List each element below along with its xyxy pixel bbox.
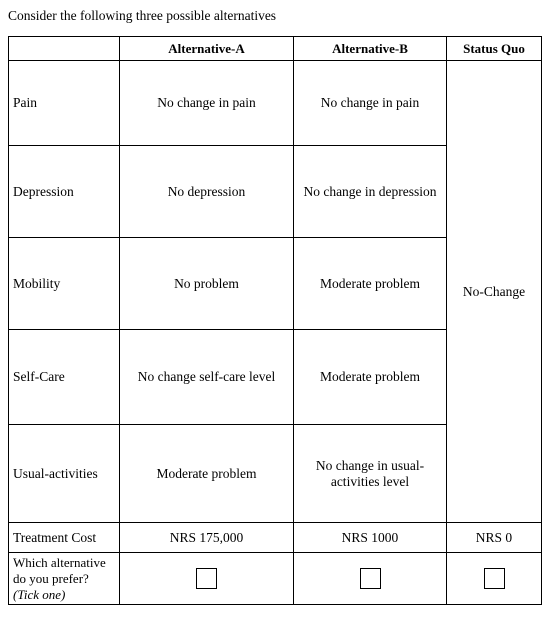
- header-row: [9, 37, 542, 61]
- attr-usual-activities: Usual-activities: [9, 425, 120, 523]
- checkbox-status-quo[interactable]: [484, 568, 505, 589]
- self-care-alt-a: No change self-care level: [120, 330, 294, 425]
- cost-status-quo: NRS 0: [447, 523, 542, 553]
- checkbox-cell-status-quo: [447, 553, 542, 605]
- attr-self-care: Self-Care: [9, 330, 120, 425]
- mobility-alt-a: No problem: [120, 238, 294, 330]
- status-quo-value: No-Change: [447, 61, 542, 523]
- checkbox-alternative-a[interactable]: [196, 568, 217, 589]
- question-line1: Which alternative: [13, 554, 106, 570]
- attr-pain: Pain: [9, 61, 120, 146]
- attr-treatment-cost: Treatment Cost: [9, 523, 120, 553]
- header-alternative-a: Alternative-A: [120, 37, 294, 61]
- checkbox-cell-alt-b: [294, 553, 447, 605]
- checkbox-alternative-b[interactable]: [360, 568, 381, 589]
- usual-activities-alt-b: [294, 425, 447, 523]
- cost-alt-b: NRS 1000: [294, 523, 447, 553]
- question-line3: (Tick one): [13, 586, 66, 602]
- usual-activities-alt-b-line1: No change in usual-: [315, 457, 425, 473]
- row-preference: [9, 553, 542, 605]
- cost-alt-a: NRS 175,000: [120, 523, 294, 553]
- row-pain: [9, 61, 542, 146]
- self-care-alt-b: Moderate problem: [294, 330, 447, 425]
- row-treatment-cost: [9, 523, 542, 553]
- usual-activities-alt-b-line2: activities level: [330, 473, 410, 489]
- depression-alt-a: No depression: [120, 146, 294, 238]
- attr-depression: Depression: [9, 146, 120, 238]
- choice-table: [8, 36, 542, 605]
- attr-mobility: Mobility: [9, 238, 120, 330]
- question-line2: do you prefer?: [13, 570, 89, 586]
- checkbox-cell-alt-a: [120, 553, 294, 605]
- intro-text: Consider the following three possible alternatives: [8, 8, 277, 23]
- header-empty: [9, 37, 120, 61]
- mobility-alt-b: Moderate problem: [294, 238, 447, 330]
- usual-activities-alt-a: Moderate problem: [120, 425, 294, 523]
- header-alternative-b: Alternative-B: [294, 37, 447, 61]
- header-status-quo: Status Quo: [447, 37, 542, 61]
- pain-alt-a: No change in pain: [120, 61, 294, 146]
- pain-alt-b: No change in pain: [294, 61, 447, 146]
- depression-alt-b: No change in depression: [294, 146, 447, 238]
- preference-question: [9, 553, 120, 605]
